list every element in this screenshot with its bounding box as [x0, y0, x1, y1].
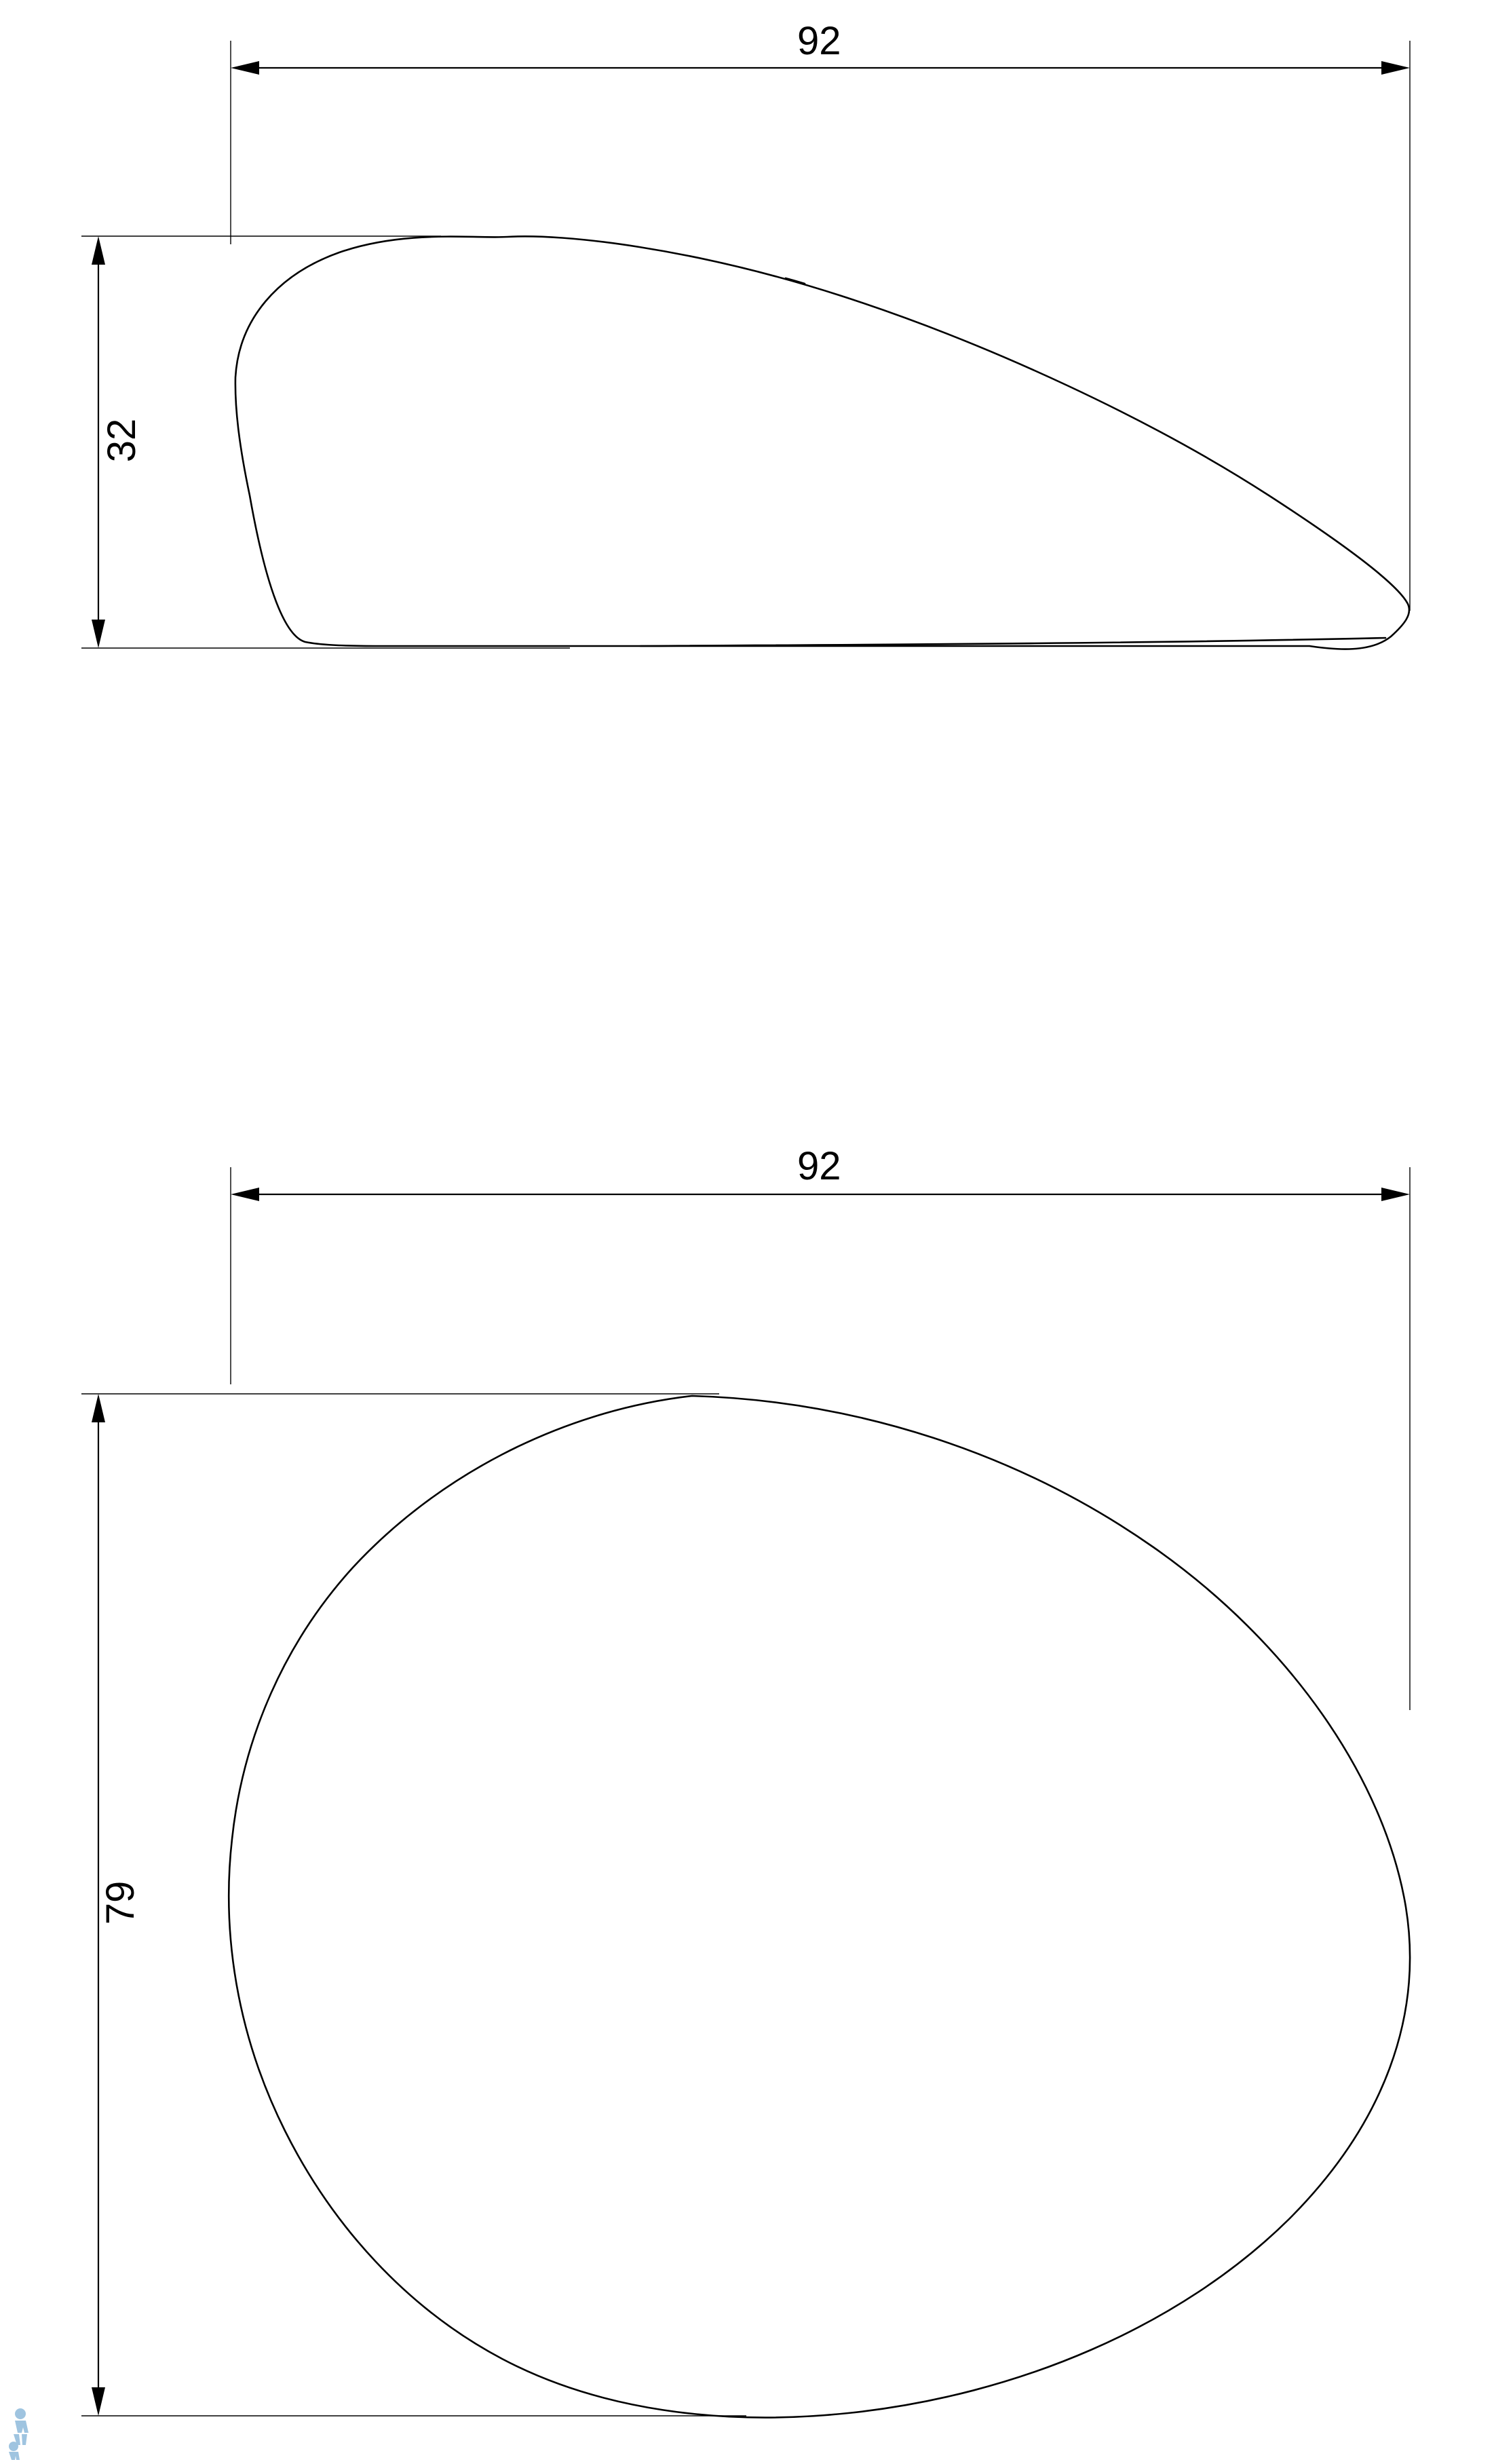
plan-view-width-dimension-line	[231, 1188, 1410, 1201]
plan-view-height-label: 79	[98, 1880, 142, 1925]
plan-view-width-label: 92	[797, 1144, 841, 1188]
side-view-width-dimension-line	[231, 61, 1410, 75]
side-elevation-view	[0, 0, 1494, 746]
side-view-height-label: 32	[100, 418, 144, 463]
plan-view-extension-lines	[81, 1167, 1410, 2416]
figure-watermark	[5, 2407, 47, 2460]
plan-view	[0, 1099, 1494, 2464]
plan-view-outline	[229, 1396, 1410, 2418]
side-view-width-label: 92	[797, 19, 841, 63]
side-view-outline	[235, 236, 1409, 649]
side-view-extension-lines	[81, 41, 1410, 648]
